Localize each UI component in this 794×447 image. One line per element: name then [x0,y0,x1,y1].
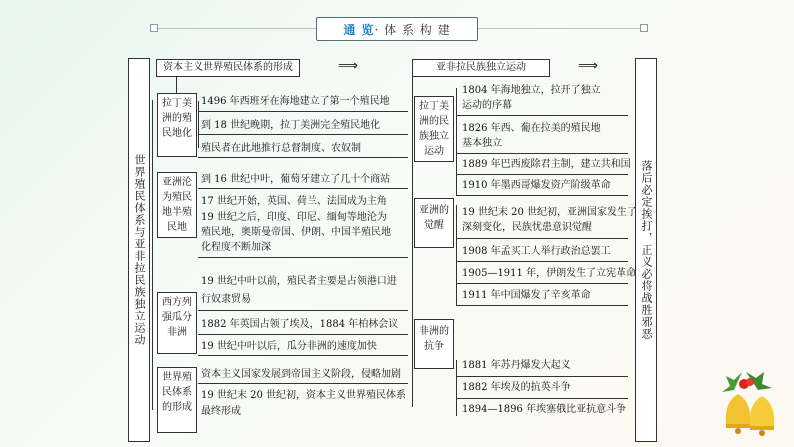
divider [198,334,408,335]
connector [456,360,457,416]
right-item-text: 深刻变化，民族忧患意识觉醒 [462,222,592,233]
top-left-box: 资本主义世界殖民体系的形成 [156,59,300,77]
left-item-text: 19 世纪末 20 世纪初，资本主义世界殖民体系 [201,390,406,401]
right-item-text: 1905—1911 年，伊朗发生了立宪革命 [462,268,637,279]
divider [456,115,628,116]
connector [456,88,457,196]
divider [198,157,408,158]
divider [456,305,628,306]
divider [198,111,408,112]
left-item-text: 殖民者在此地推行总督制度、农奴制 [201,143,361,154]
arrow-icon: ⟹ [578,58,599,74]
left-item-text: 17 世纪开始，英国、荷兰、法国成为主角 [201,196,387,207]
right-item-text: 1882 年埃及的抗英斗争 [462,382,571,393]
header-title-sub: · 体 系 构 建 [374,22,451,37]
right-item-text: 运动的序幕 [462,100,512,111]
right-item-text: 1911 年中国爆发了辛亥革命 [462,290,591,301]
right-item-text: 基本独立 [462,138,502,149]
divider [456,174,628,175]
divider [198,383,408,384]
left-vertical-title: 世界殖民体系与亚非拉民族独立运动 [128,58,150,442]
right-item-text: 1881 年苏丹爆发大起义 [462,360,571,371]
header-decor-square-left [150,24,158,32]
left-item-text: 19 世纪中叶以前，殖民者主要是占领港口进 [201,276,397,287]
connector [198,101,199,148]
left-item-text: 19 世纪中叶以后，瓜分非洲的速度加快 [201,341,377,352]
connector [152,100,153,410]
left-item-text: 最终形成 [201,406,241,417]
section-header [316,17,478,41]
left-group-label: 拉丁美洲的殖民地化 [157,93,197,157]
right-item-text: 1908 年孟买工人举行政治总罢工 [462,246,611,257]
left-item-text: 到 16 世纪中叶，葡萄牙建立了几十个商站 [201,174,391,185]
right-group-label: 非洲的抗争 [414,319,454,369]
connector [456,205,457,305]
header-decor-line-left [150,28,316,29]
right-item-text: 1889 年巴西废除君主制，建立共和国 [462,159,631,170]
right-group-label: 拉丁美洲的民族独立运动 [414,96,454,162]
top-right-box: 亚非拉民族独立运动 [412,59,550,77]
right-item-text: 1826 年西、葡在拉美的殖民地 [462,123,601,134]
right-item-text: 1910 年墨西哥爆发资产阶级革命 [462,180,611,191]
left-group-label: 亚洲沦为殖民地半殖民地 [157,172,197,238]
divider [198,355,408,356]
right-item-text: 1804 年海地独立，拉开了独立 [462,85,601,96]
right-group-label: 亚洲的觉醒 [414,198,454,248]
left-item-text: 19 世纪之后，印度、印尼、缅甸等地沦为 [201,212,387,223]
header-decor-square-right [640,24,648,32]
left-item-text: 化程度不断加深 [201,242,271,253]
divider [198,310,408,311]
bell-decoration-icon [712,366,792,438]
divider [198,257,408,258]
divider [456,153,628,154]
divider [456,261,628,262]
left-item-text: 殖民地，奥斯曼帝国、伊朗、中国半殖民地 [201,227,391,238]
connector [176,77,177,93]
divider [198,188,408,189]
left-item-text: 1882 年英国占领了埃及，1884 年柏林会议 [201,319,399,330]
divider [456,283,628,284]
connector [412,77,413,407]
right-item-text: 1894—1896 年埃塞俄比亚抗意斗争 [462,404,627,415]
left-group-label: 世界殖民体系的形成 [157,367,197,433]
divider [456,238,628,239]
divider [456,195,628,196]
left-item-text: 1496 年西班牙在海地建立了第一个殖民地 [201,96,390,107]
divider [456,398,628,399]
left-item-text: 到 18 世纪晚期，拉丁美洲完全殖民地化 [201,120,381,131]
arrow-icon: ⟹ [338,58,359,74]
right-vertical-title: 落后必定挨打，正义必将战胜邪恶 [635,58,657,442]
divider [456,376,628,377]
header-title-main: 通 览 [343,22,375,37]
left-item-text: 资本主义国家发展到帝国主义阶段，侵略加剧 [201,369,401,380]
left-item-text: 行奴隶贸易 [201,294,251,305]
divider [198,134,408,135]
left-group-label: 西方列强瓜分非洲 [157,292,197,354]
header-decor-line-right [476,28,646,29]
right-item-text: 19 世纪末 20 世纪初，亚洲国家发生了 [462,207,637,218]
